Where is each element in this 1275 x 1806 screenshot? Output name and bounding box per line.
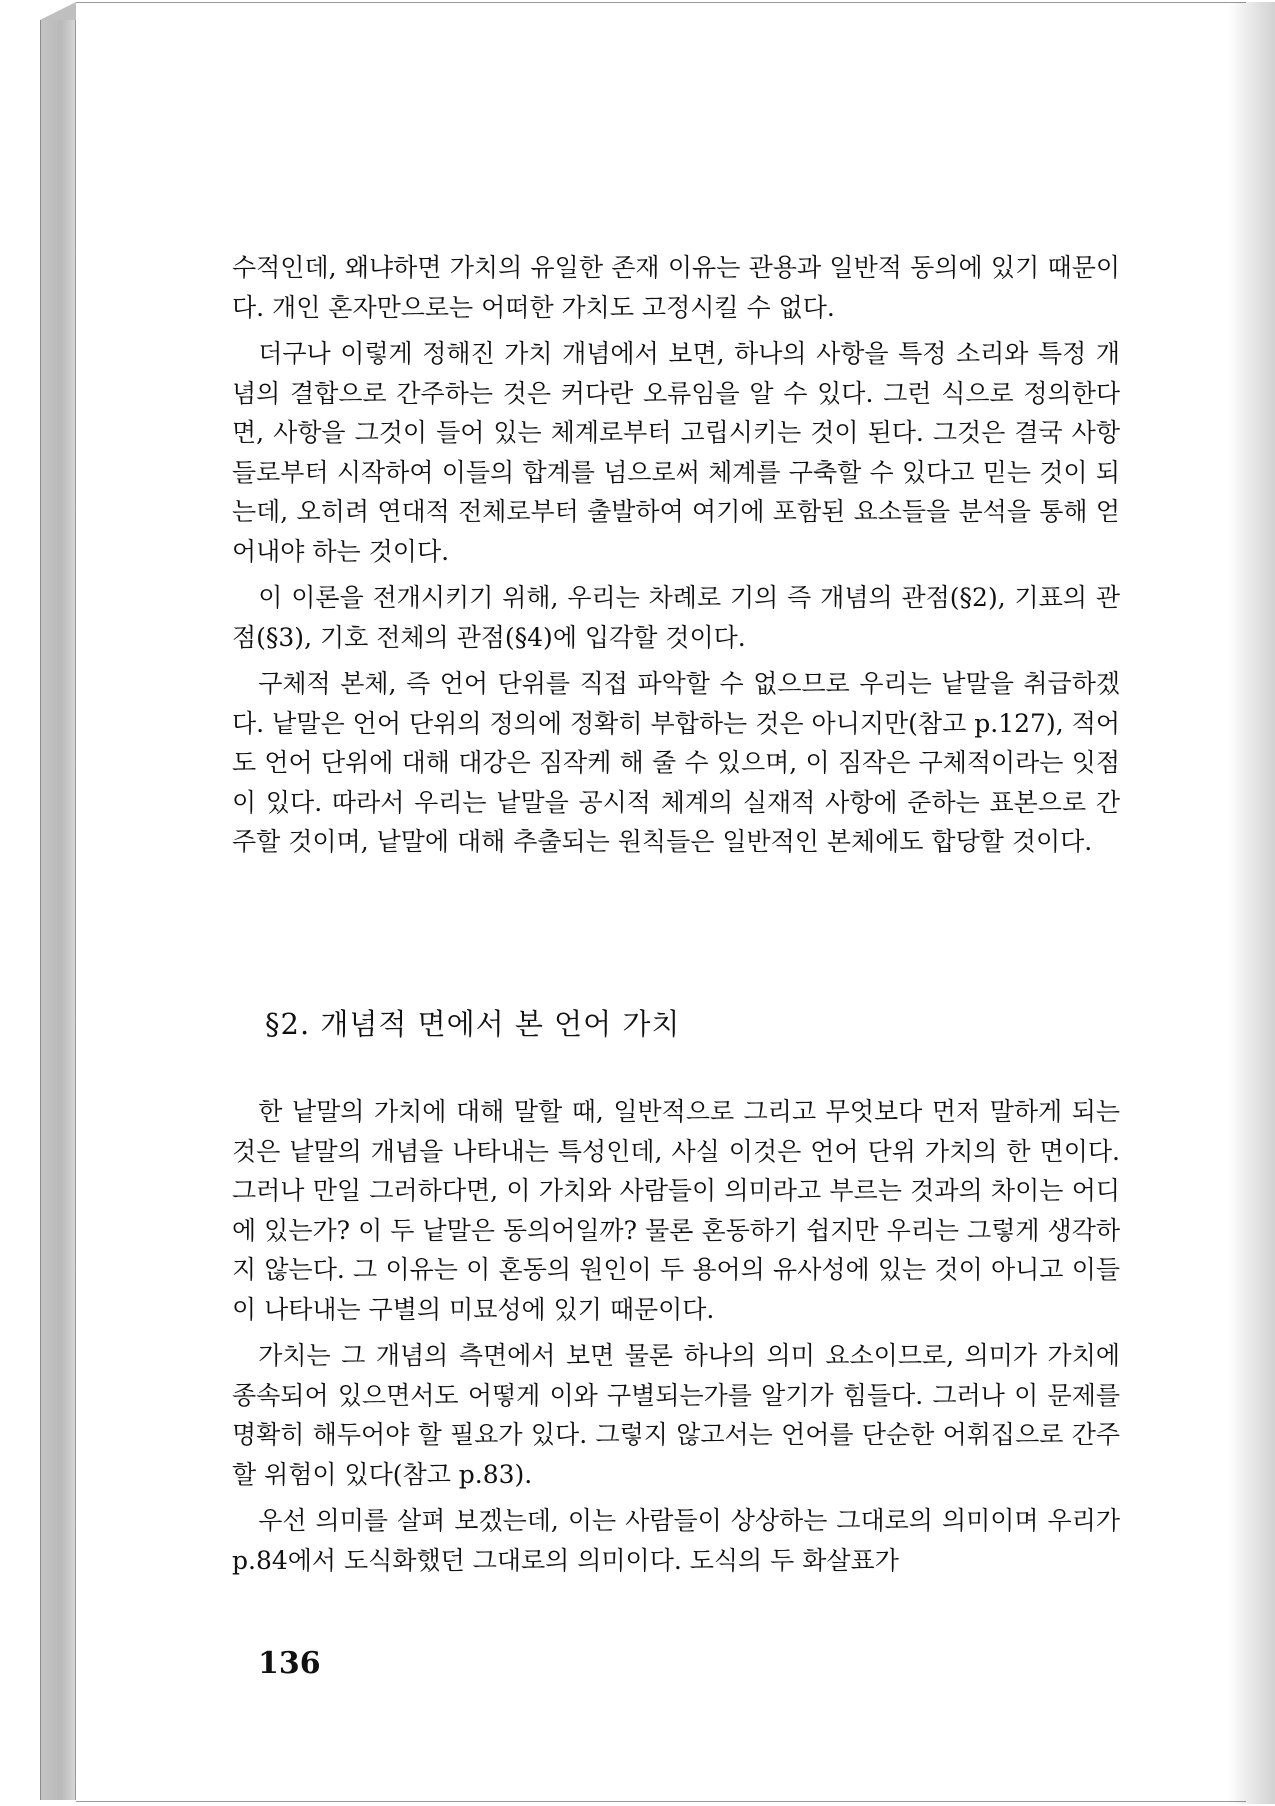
page-shadow: [1228, 2, 1275, 1804]
page-number: 136: [258, 1646, 321, 1681]
paragraph: 수적인데, 왜냐하면 가치의 유일한 존재 이유는 관용과 일반적 동의에 있기 때문이다. 개인 혼자만으로는 어떠한 가치도 고정시킬 수 없다.: [232, 253, 1120, 322]
paragraph: 더구나 이렇게 정해진 가치 개념에서 보면, 하나의 사항을 특정 소리와 특정 개념의 결합으로 간주하는 것은 커다란 오류임을 알 수 있다. 그런 식으로 정의한다면, 사항을 그것이 들어 있는 체계로부터 고립시키는 것이 된다. 그것은 결국 사항들로부터 시작하여 이들의 합계를 넘으로써 체계를 구축할 수 있다고 믿는 것이 되는데, 오히려 연대적 전체로부터 출발하여 여기에 포함된 요소들을 분석을 통해 얻어내야 하는 것이다.: [232, 339, 1120, 566]
text-block-lower: [232, 1092, 1120, 1580]
page-corner: [40, 2, 76, 20]
paragraph: 이 이론을 전개시키기 위해, 우리는 차례로 기의 즉 개념의 관점(§2), 기표의 관점(§3), 기호 전체의 관점(§4)에 입각할 것이다.: [232, 583, 1120, 652]
text-block-upper: [232, 248, 1120, 862]
paragraph: 한 낱말의 가치에 대해 말할 때, 일반적으로 그리고 무엇보다 먼저 말하게 되는 것은 낱말의 개념을 나타내는 특성인데, 사실 이것은 언어 단위 가치의 한 면이다. 그러나 만일 그러하다면, 이 가치와 사람들이 의미라고 부르는 것과의 차이는 어디에 있는가? 이 두 낱말은 동의어일까? 물론 혼동하기 쉽지만 우리는 그렇게 생각하지 않는다. 그 이유는 이 혼동의 원인이 두 용어의 유사성에 있는 것이 아니고 이들이 나타내는 구별의 미묘성에 있기 때문이다.: [232, 1097, 1120, 1324]
section-heading: §2. 개념적 면에서 본 언어 가치: [265, 1007, 681, 1041]
page-stack-edge: [40, 4, 76, 1800]
paragraph: 가치는 그 개념의 측면에서 보면 물론 하나의 의미 요소이므로, 의미가 가치에 종속되어 있으면서도 어떻게 이와 구별되는가를 알기가 힘들다. 그러나 이 문제를 명확히 해두어야 할 필요가 있다. 그렇지 않고서는 언어를 단순한 어휘집으로 간주할 위험이 있다(참고 p.83).: [232, 1341, 1120, 1489]
paragraph: 구체적 본체, 즉 언어 단위를 직접 파악할 수 없으므로 우리는 낱말을 취급하겠다. 낱말은 언어 단위의 정의에 정확히 부합하는 것은 아니지만(참고 p.127), 적어도 언어 단위에 대해 대강은 짐작케 해 줄 수 있으며, 이 짐작은 구체적이라는 잇점이 있다. 따라서 우리는 낱말을 공시적 체계의 실재적 사항에 준하는 표본으로 간주할 것이며, 낱말에 대해 추출되는 원칙들은 일반적인 본체에도 합당할 것이다.: [232, 669, 1120, 856]
paragraph: 우선 의미를 살펴 보겠는데, 이는 사람들이 상상하는 그대로의 의미이며 우리가 p.84에서 도식화했던 그대로의 의미이다. 도식의 두 화살표가: [232, 1506, 1120, 1575]
